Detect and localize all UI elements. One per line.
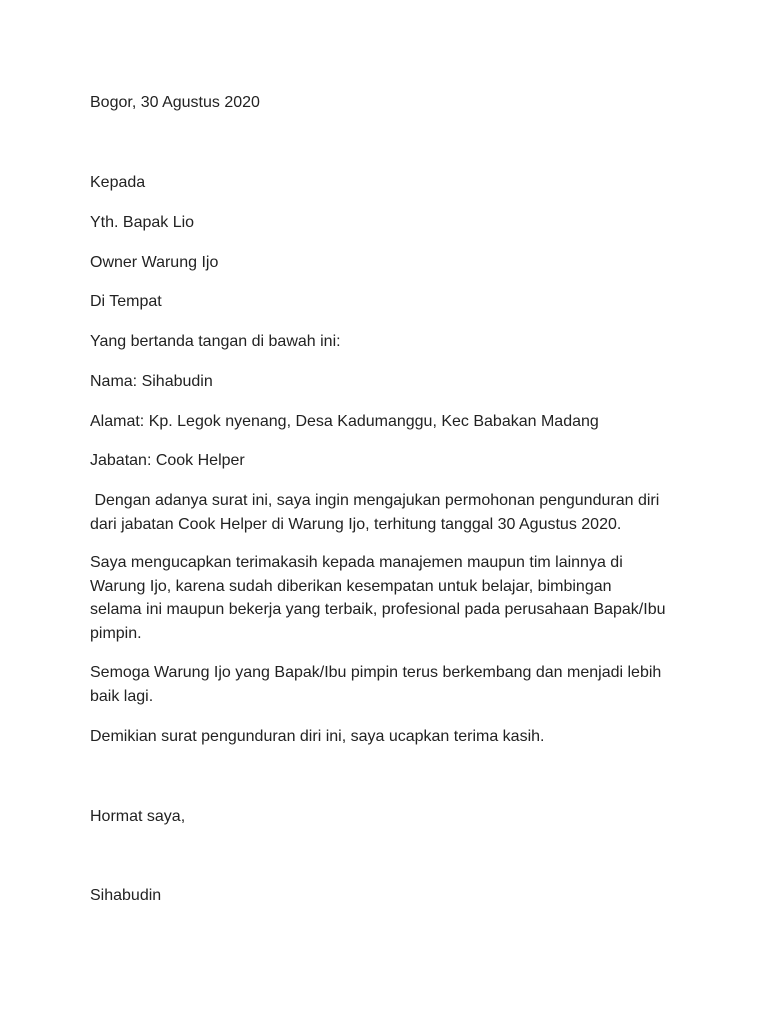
paragraph-closing-remark: Demikian surat pengunduran diri ini, saya ucapkan terima kasih.: [90, 728, 545, 745]
paragraph-resignation-request: [90, 489, 690, 536]
identity-nama: Nama: Sihabudin: [90, 373, 213, 390]
identity-alamat: Alamat: Kp. Legok nyenang, Desa Kadumanggu, Kec Babakan Madang: [90, 413, 599, 430]
paragraph-line: dari jabatan Cook Helper di Warung Ijo, terhitung tanggal 30 Agustus 2020.: [90, 515, 622, 533]
identity-jabatan: Jabatan: Cook Helper: [90, 452, 245, 469]
paragraph-line: selama ini maupun bekerja yang terbaik, profesional pada perusahaan Bapak/Ibu: [90, 601, 666, 618]
recipient-title: Owner Warung Ijo: [90, 254, 219, 271]
place-date: Bogor, 30 Agustus 2020: [90, 94, 260, 111]
recipient-location: Di Tempat: [90, 293, 162, 310]
paragraph-thanks: [90, 551, 690, 645]
paragraph-line: Saya mengucapkan terimakasih kepada manajemen maupun tim lainnya di: [90, 554, 623, 571]
signature-name: Sihabudin: [90, 887, 162, 904]
paragraph-line: pimpin.: [90, 624, 142, 642]
paragraph-wishes: [90, 661, 690, 708]
intro-line: Yang bertanda tangan di bawah ini:: [90, 333, 341, 350]
paragraph-line: Warung Ijo, karena sudah diberikan kesempatan untuk belajar, bimbingan: [90, 577, 612, 595]
paragraph-line: baik lagi.: [90, 687, 154, 705]
recipient-kepada: Kepada: [90, 174, 146, 191]
paragraph-line: Dengan adanya surat ini, saya ingin mengajukan permohonan pengunduran diri: [90, 492, 660, 509]
closing-salutation: Hormat saya,: [90, 808, 186, 825]
paragraph-line: Semoga Warung Ijo yang Bapak/Ibu pimpin terus berkembang dan menjadi lebih: [90, 664, 662, 681]
recipient-name: Yth. Bapak Lio: [90, 214, 195, 231]
